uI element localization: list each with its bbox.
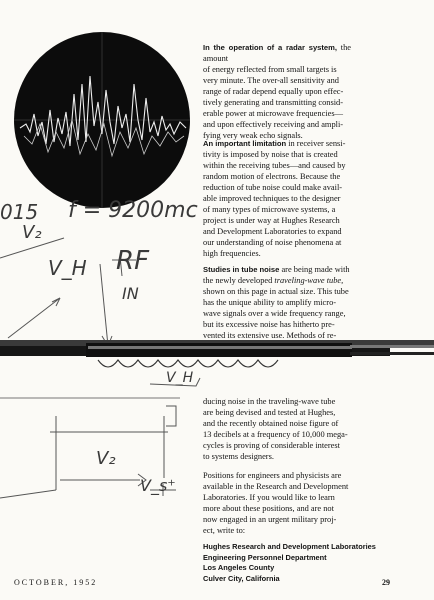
address-line: Culver City, California bbox=[203, 573, 280, 583]
handwritten-v2: V₂ bbox=[22, 222, 42, 243]
address-line: Los Angeles County bbox=[203, 563, 275, 573]
traveling-wave-tube-term: traveling-wave tube, bbox=[274, 276, 344, 285]
lead-tube-noise: Studies in tube noise bbox=[203, 265, 280, 274]
handwritten-in: IN bbox=[122, 284, 139, 303]
issue-date: OCTOBER, 1952 bbox=[14, 578, 98, 587]
lead-limitation: An important limitation bbox=[203, 139, 287, 148]
handwritten-vs: V_s⁺ bbox=[140, 476, 176, 495]
paragraph-limitation: An important limitation in receiver sensi- tivity is imposed by noise that is created within the receiving tubes—and caused by random motion of electrons. Because the reduction of tube noise could make avail- able improved techniques to the designer of many types of microwave systems, a project is under way at Hughes Research and Development Laboratories to expand our understanding of noise phenomena at high frequencies. bbox=[203, 139, 346, 258]
handwritten-vh: V_H bbox=[48, 256, 87, 280]
oscilloscope-trace-photo bbox=[6, 24, 198, 208]
handwritten-015: 015 bbox=[0, 200, 39, 224]
paragraph-noise-figure: ducing noise in the traveling-wave tube are being devised and tested at Hughes, and the recently obtained noise figure of 13 decibels at a frequency of 10,000 mega- cycles is proving of considerable interest to systems designers. bbox=[203, 397, 348, 461]
handwritten-vh-lower: V_H bbox=[166, 370, 194, 386]
handwritten-v2-lower: V₂ bbox=[96, 448, 116, 469]
paragraph-positions: Positions for engineers and physicists are available in the Research and Development Laboratories. If you would like to learn more about these positions, and are not now engaged in an urgent military proj- ect, write to: bbox=[203, 471, 349, 535]
page-number: 29 bbox=[382, 578, 390, 587]
paragraph-tube-noise: Studies in tube noise are being made with the newly developed traveling-wave tube, shown on this page in actual size. This tube has the unique ability to amplify micro- wave signals over a wide frequency range, but its excessive noise has hitherto pre- vented its extensive use. Methods of re- bbox=[203, 265, 350, 340]
address-line: Hughes Research and Development Laboratories bbox=[203, 542, 376, 551]
paragraph-radar: In the operation of a radar system, the amount of energy reflected from small targets is very minute. The over-all sensitivity and range of radar depend equally upon effec- tively generating and transmitting consid- erable power at microwave frequencies— and upon effectively receiving and ampli- fying very weak echo signals. bbox=[203, 43, 352, 140]
handwritten-frequency: f = 9200mc bbox=[68, 198, 198, 223]
contact-address bbox=[203, 542, 393, 584]
handwritten-rf: RF bbox=[116, 246, 150, 276]
address-line: Engineering Personnel Department bbox=[203, 552, 327, 562]
lead-radar: In the operation of a radar system, bbox=[203, 43, 338, 52]
